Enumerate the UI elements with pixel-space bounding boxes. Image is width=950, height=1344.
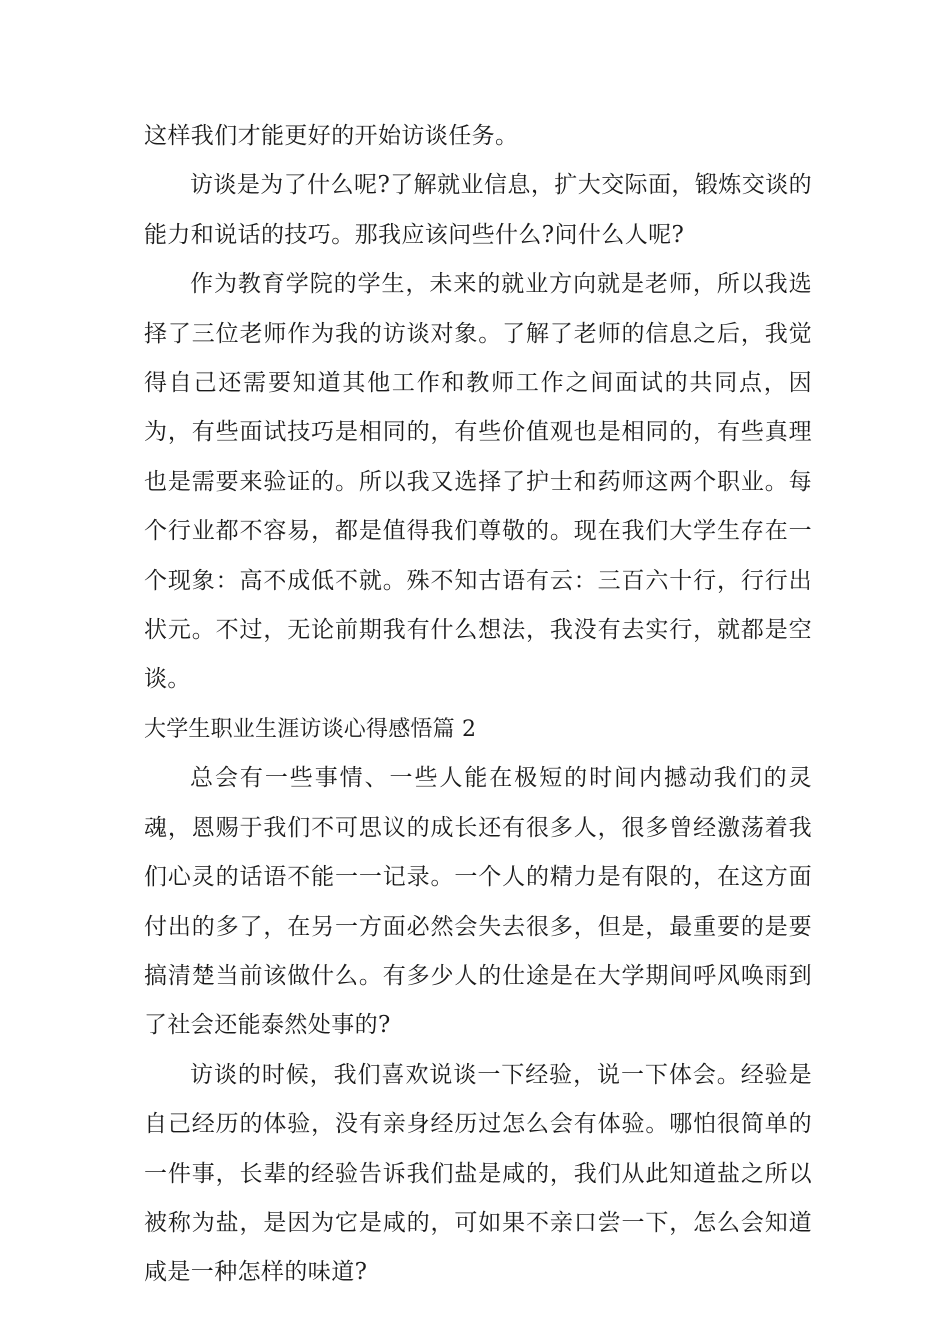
paragraph-experience: 访谈的时候，我们喜欢说谈一下经验，说一下体会。经验是自己经历的体验，没有亲身经历过怎么会有体验。哪怕很简单的一件事，长辈的经验告诉我们盐是咸的，我们从此知道盐之所以被称为盐，是因为它是咸的，可如果不亲口尝一下，怎么会知道咸是一种怎样的味道? [144,1061,812,1286]
paragraph-growth-reflection: 总会有一些事情、一些人能在极短的时间内撼动我们的灵魂，恩赐于我们不可思议的成长还有很多人，很多曾经激荡着我们心灵的话语不能一一记录。一个人的精力是有限的，在这方面付出的多了，在另一方面必然会失去很多，但是，最重要的是要搞清楚当前该做什么。有多少人的仕途是在大学期间呼风唤雨到了社会还能泰然处事的? [144,765,812,1039]
paragraph-interview-purpose: 访谈是为了什么呢?了解就业信息，扩大交际面，锻炼交谈的能力和说话的技巧。那我应该问些什么?问什么人呢? [144,172,812,248]
section-heading: 大学生职业生涯访谈心得感悟篇 2 [144,716,477,742]
paragraph-continuation: 这样我们才能更好的开始访谈任务。 [144,123,519,149]
paragraph-interview-targets: 作为教育学院的学生，未来的就业方向就是老师，所以我选择了三位老师作为我的访谈对象。了解了老师的信息之后，我觉得自己还需要知道其他工作和教师工作之间面试的共同点，因为，有些面试技巧是相同的，有些价值观也是相同的，有些真理也是需要来验证的。所以我又选择了护士和药师这两个职业。每个行业都不容易，都是值得我们尊敬的。现在我们大学生存在一个现象：高不成低不就。殊不知古语有云：三百六十行，行行出状元。不过，无论前期我有什么想法，我没有去实行，就都是空谈。 [144,271,812,693]
document-body [144,112,812,1298]
